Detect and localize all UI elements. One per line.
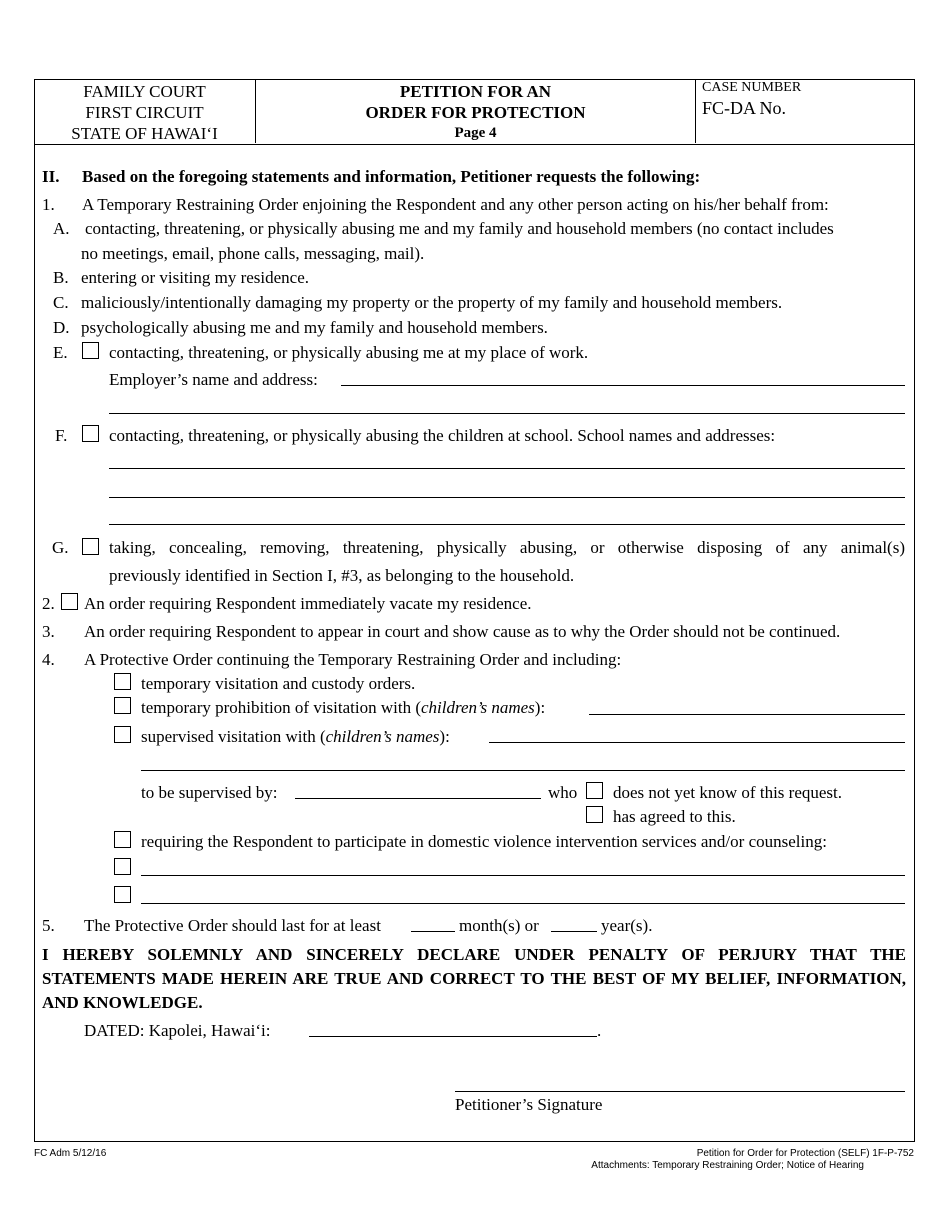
letter-e: E. bbox=[53, 343, 68, 362]
checkbox-supervised[interactable] bbox=[114, 726, 131, 743]
letter-a: A. bbox=[53, 219, 70, 238]
title-line: ORDER FOR PROTECTION bbox=[365, 103, 586, 122]
opt3-italic: children’s names bbox=[325, 727, 440, 746]
item1f-text: contacting, threatening, or physically abusing the children at school. School names and addresses: bbox=[109, 426, 776, 445]
checkbox-dv-services[interactable] bbox=[114, 831, 131, 848]
item2-text: An order requiring Respondent immediately vacate my residence. bbox=[84, 594, 532, 613]
item5-mid: month(s) or bbox=[459, 916, 539, 935]
item1b-text: entering or visiting my residence. bbox=[81, 268, 310, 287]
case-number-label: CASE NUMBER bbox=[702, 80, 802, 95]
form-title-footer: Petition for Order for Protection (SELF) 1F-P-752 bbox=[696, 1148, 914, 1159]
opt3-text: supervised visitation with ( bbox=[141, 727, 326, 746]
supervisor-input-line[interactable] bbox=[295, 798, 541, 799]
court-line: STATE OF HAWAI‘I bbox=[71, 124, 218, 143]
item4-text: A Protective Order continuing the Temporary Restraining Order and including: bbox=[84, 650, 622, 669]
school-input-line[interactable] bbox=[109, 468, 905, 469]
case-number-cell[interactable] bbox=[696, 79, 913, 143]
court-info bbox=[34, 79, 256, 143]
letter-c: C. bbox=[53, 293, 69, 312]
checkbox-agreed[interactable] bbox=[586, 806, 603, 823]
item4-opt2 bbox=[141, 698, 545, 718]
court-line: FAMILY COURT bbox=[83, 82, 206, 101]
not-know-text: does not yet know of this request. bbox=[613, 783, 842, 802]
opt3-close: ): bbox=[439, 727, 450, 746]
item1a-line2: no meetings, email, phone calls, messaging, mail). bbox=[81, 244, 425, 263]
months-input-line[interactable] bbox=[411, 931, 455, 932]
opt2-italic: children’s names bbox=[421, 698, 535, 717]
item-number: 4. bbox=[42, 650, 55, 669]
item4-opt3 bbox=[141, 727, 450, 747]
item-number: 3. bbox=[42, 622, 55, 641]
opt2-close: ): bbox=[534, 698, 546, 717]
item1c-text: maliciously/intentionally damaging my property or the property of my family and household members. bbox=[81, 293, 783, 312]
years-input-line[interactable] bbox=[551, 931, 597, 932]
checkbox-not-know[interactable] bbox=[586, 782, 603, 799]
item3-text: An order requiring Respondent to appear in court and show cause as to why the Order should not be continued. bbox=[84, 622, 841, 641]
checkbox-other-1[interactable] bbox=[114, 858, 131, 875]
item-number: 5. bbox=[42, 916, 55, 935]
letter-d: D. bbox=[53, 318, 70, 337]
letter-g: G. bbox=[52, 538, 69, 557]
case-number-value: FC-DA No. bbox=[702, 98, 787, 118]
signature-line[interactable] bbox=[455, 1091, 905, 1092]
item1e-text: contacting, threatening, or physically abusing me at my place of work. bbox=[109, 343, 589, 362]
title-line: PETITION FOR AN bbox=[399, 82, 552, 101]
checkbox-vacate[interactable] bbox=[61, 593, 78, 610]
court-line: FIRST CIRCUIT bbox=[85, 103, 204, 122]
checkbox-other-2[interactable] bbox=[114, 886, 131, 903]
form-header bbox=[34, 79, 915, 145]
signature-label: Petitioner’s Signature bbox=[455, 1095, 603, 1114]
who-label: who bbox=[548, 783, 578, 802]
item4-opt1: temporary visitation and custody orders. bbox=[141, 674, 416, 693]
form-title bbox=[256, 79, 696, 143]
section-heading: Based on the foregoing statements and information, Petitioner requests the following: bbox=[82, 167, 701, 186]
item-number: 2. bbox=[42, 594, 55, 613]
item1a-line1: contacting, threatening, or physically abusing me and my family and household members (no contact includes bbox=[85, 219, 834, 238]
supervised-by-label: to be supervised by: bbox=[141, 783, 278, 802]
dated-period: . bbox=[597, 1021, 602, 1040]
checkbox-prohibition[interactable] bbox=[114, 697, 131, 714]
employer-input-line-2[interactable] bbox=[109, 413, 905, 414]
dv-services-text: requiring the Respondent to participate in domestic violence intervention services and/or counseling: bbox=[141, 832, 827, 851]
date-input-line[interactable] bbox=[309, 1036, 597, 1037]
item1d-text: psychologically abusing me and my family and household members. bbox=[81, 318, 548, 337]
page-number: Page 4 bbox=[454, 125, 497, 141]
letter-b: B. bbox=[53, 268, 69, 287]
checkbox-custody[interactable] bbox=[114, 673, 131, 690]
school-input-line[interactable] bbox=[109, 524, 905, 525]
employer-input-line[interactable] bbox=[341, 385, 905, 386]
form-code: FC Adm 5/12/16 bbox=[34, 1148, 107, 1159]
item1g-line1: taking, concealing, removing, threatening, physically abusing, or otherwise disposing of any animal(s) bbox=[109, 538, 905, 557]
checkbox-school[interactable] bbox=[82, 425, 99, 442]
supervised-input-line-2[interactable] bbox=[141, 770, 905, 771]
other-input-line[interactable] bbox=[141, 875, 905, 876]
item5-post: year(s). bbox=[601, 916, 653, 935]
supervised-input-line[interactable] bbox=[489, 742, 905, 743]
other-input-line[interactable] bbox=[141, 903, 905, 904]
item-number: 1. bbox=[42, 195, 55, 214]
dated-label: DATED: Kapolei, Hawai‘i: bbox=[84, 1021, 271, 1040]
item1-text: A Temporary Restraining Order enjoining the Respondent and any other person acting on his/her behalf from: bbox=[82, 195, 829, 214]
letter-f: F. bbox=[55, 426, 68, 445]
perjury-declaration: I HEREBY SOLEMNLY AND SINCERELY DECLARE UNDER PENALTY OF PERJURY THAT THE STATEMENTS MADE HEREIN ARE TRUE AND CORRECT TO THE BEST OF MY BELIEF, INFORMATION, AND KNOWLEDGE. bbox=[42, 945, 906, 1012]
employer-label: Employer’s name and address: bbox=[109, 370, 318, 389]
agreed-text: has agreed to this. bbox=[613, 807, 736, 826]
prohibition-input-line[interactable] bbox=[589, 714, 905, 715]
attachments-footer: Attachments: Temporary Restraining Order; Notice of Hearing bbox=[591, 1160, 864, 1171]
opt2-text: temporary prohibition of visitation with ( bbox=[141, 698, 421, 717]
item5-pre: The Protective Order should last for at least bbox=[84, 916, 381, 935]
checkbox-work[interactable] bbox=[82, 342, 99, 359]
item1g-line2: previously identified in Section I, #3, as belonging to the household. bbox=[109, 566, 575, 585]
section-numeral: II. bbox=[42, 167, 60, 186]
checkbox-animals[interactable] bbox=[82, 538, 99, 555]
school-input-line[interactable] bbox=[109, 497, 905, 498]
